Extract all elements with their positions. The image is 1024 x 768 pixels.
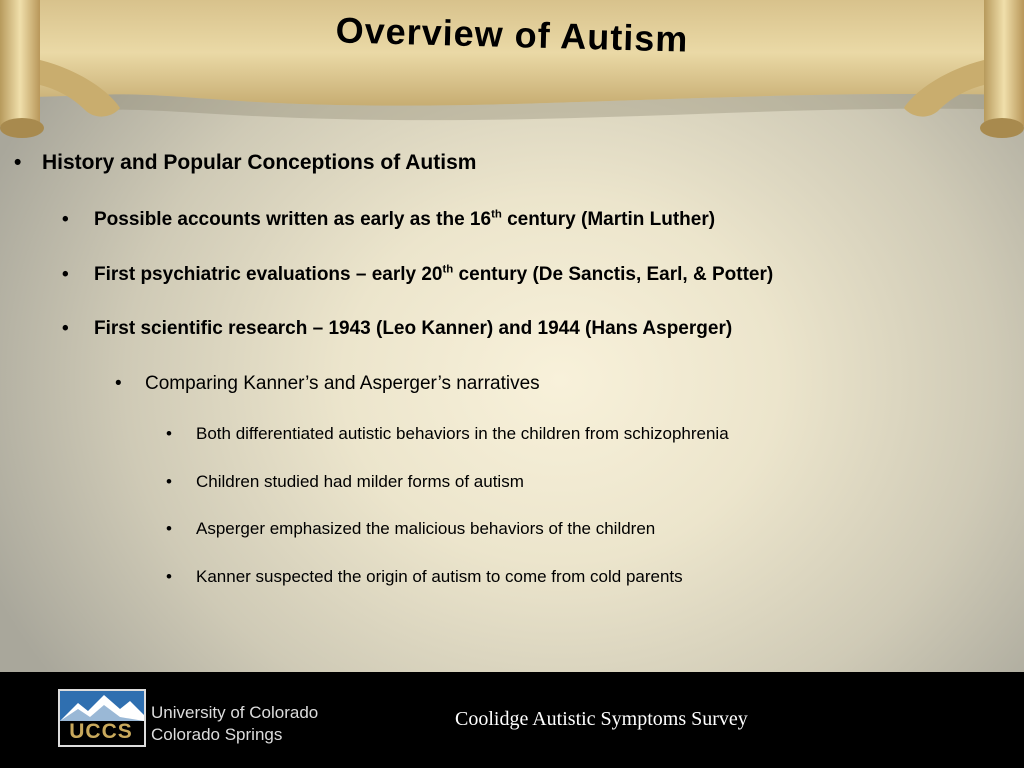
bullet-text-part: First psychiatric evaluations – early 20 (94, 264, 443, 285)
bullet-level2 (62, 209, 715, 231)
bullet-text: Comparing Kanner’s and Asperger’s narratives (145, 373, 540, 394)
bullet-text (94, 209, 715, 230)
bullet-dot: • (166, 472, 172, 491)
bullet-dot: • (166, 424, 172, 443)
bullet-dot: • (14, 151, 22, 174)
university-name (151, 702, 318, 746)
superscript: th (491, 208, 502, 221)
bullet-level4 (166, 424, 729, 444)
bullet-dot: • (62, 209, 69, 230)
bullet-text-part: Possible accounts written as early as the 16 (94, 209, 492, 230)
bullet-text: Asperger emphasized the malicious behaviors of the children (196, 519, 656, 538)
bullet-dot: • (62, 264, 69, 285)
survey-title: Coolidge Autistic Symptoms Survey (455, 708, 748, 730)
bullet-level1 (14, 151, 476, 175)
bullet-level3 (115, 373, 540, 395)
bullet-level2 (62, 264, 773, 286)
university-line2: Colorado Springs (151, 725, 283, 744)
bullet-text: Kanner suspected the origin of autism to come from cold parents (196, 567, 683, 586)
mountain-icon (60, 691, 144, 721)
logo-text: UCCS (69, 720, 133, 743)
bullet-level4 (166, 519, 655, 539)
bullet-level4 (166, 567, 683, 587)
slide-title: Overview of Autism (335, 9, 689, 60)
bullet-text: Children studied had milder forms of autism (196, 472, 524, 491)
bullet-dot: • (166, 567, 172, 586)
bullet-dot: • (115, 373, 122, 394)
footer-bar (0, 672, 1024, 768)
bullet-text: History and Popular Conceptions of Autism (42, 151, 477, 174)
bullet-text-part: century (De Sanctis, Earl, & Potter) (453, 264, 774, 285)
bullet-text (94, 264, 773, 285)
bullet-level4 (166, 472, 524, 492)
bullet-level2 (62, 318, 732, 340)
superscript: th (442, 263, 454, 276)
university-line1: University of Colorado (151, 703, 319, 722)
bullet-text: Both differentiated autistic behaviors in the children from schizophrenia (196, 424, 729, 443)
bullet-dot: • (166, 519, 172, 538)
bullet-dot: • (62, 318, 69, 339)
bullet-text-part: century (Martin Luther) (501, 209, 716, 230)
uccs-logo (58, 689, 146, 747)
bullet-text: First scientific research – 1943 (Leo Kanner) and 1944 (Hans Asperger) (94, 318, 733, 339)
